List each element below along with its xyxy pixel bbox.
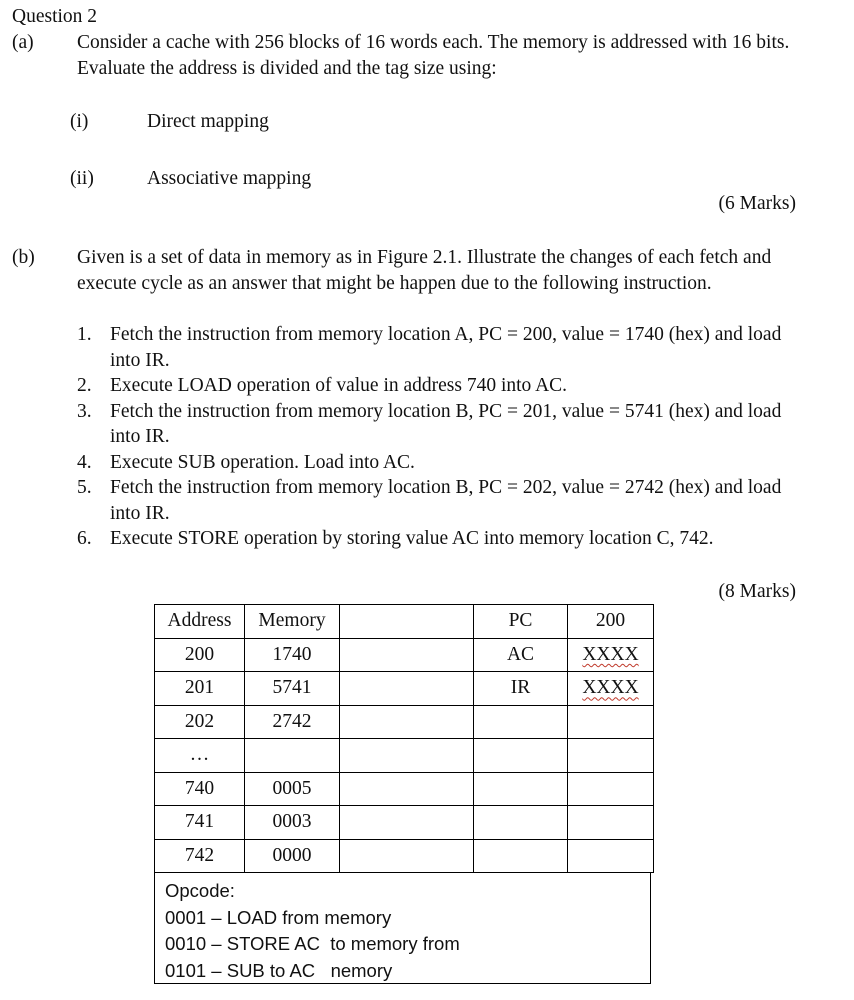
register-value: XXXX	[582, 677, 639, 699]
blank-cell	[568, 806, 654, 840]
blank-cell	[340, 739, 474, 773]
table-row	[155, 806, 654, 840]
blank-cell	[568, 705, 654, 739]
list-item	[77, 322, 799, 373]
address-cell: 200	[155, 638, 245, 672]
step-text: Fetch the instruction from memory location B, PC = 202, value = 2742 (hex) and load into IR.	[110, 477, 782, 524]
list-item	[77, 450, 799, 476]
part-a-marks: (6 Marks)	[718, 193, 796, 214]
table-row	[155, 638, 654, 672]
register-value-cell	[568, 638, 654, 672]
opcode-line: 0101 – SUB to AC nemory	[165, 959, 393, 981]
table-row	[155, 839, 654, 873]
address-cell: 202	[155, 705, 245, 739]
list-item	[77, 475, 799, 526]
list-item	[77, 373, 799, 399]
memory-table	[154, 604, 654, 873]
opcode-line: 0010 – STORE AC to memory from	[165, 933, 460, 954]
memory-cell	[245, 739, 340, 773]
register-name-cell: AC	[474, 638, 568, 672]
part-b-text: Given is a set of data in memory as in Figure 2.1. Illustrate the changes of each fetch and execute cycle as an answer that might be happen due to the following instruction.	[77, 247, 772, 294]
opcode-line: 0001 – LOAD from memory	[165, 906, 392, 928]
blank-cell	[340, 806, 474, 840]
step-text: Execute STORE operation by storing value AC into memory location C, 742.	[110, 528, 714, 549]
header-blank	[340, 605, 474, 639]
blank-cell	[340, 839, 474, 873]
blank-cell	[474, 806, 568, 840]
address-cell: 201	[155, 672, 245, 706]
list-item	[77, 526, 799, 552]
step-number: 4.	[77, 451, 92, 473]
address-cell: …	[155, 739, 245, 773]
blank-cell	[340, 672, 474, 706]
memory-cell: 2742	[245, 705, 340, 739]
part-b-marks: (8 Marks)	[718, 581, 796, 602]
register-name-cell: IR	[474, 672, 568, 706]
blank-cell	[568, 739, 654, 773]
step-text: Execute SUB operation. Load into AC.	[110, 451, 415, 473]
register-value-cell	[568, 672, 654, 706]
blank-cell	[340, 638, 474, 672]
part-a-subitem-label: (i)	[70, 111, 89, 132]
step-number: 3.	[77, 400, 92, 422]
step-text: Fetch the instruction from memory location B, PC = 201, value = 5741 (hex) and load into IR.	[110, 400, 782, 447]
step-number: 1.	[77, 324, 92, 345]
instruction-steps-list	[77, 322, 799, 552]
blank-cell	[340, 705, 474, 739]
part-a-subitem-text: Direct mapping	[147, 111, 269, 132]
step-number: 5.	[77, 477, 92, 498]
blank-cell	[568, 772, 654, 806]
blank-cell	[568, 839, 654, 873]
part-b-label: (b)	[12, 247, 35, 268]
memory-cell: 0003	[245, 806, 340, 840]
step-text: Execute LOAD operation of value in address 740 into AC.	[110, 375, 568, 396]
blank-cell	[474, 705, 568, 739]
opcode-title: Opcode:	[165, 880, 235, 901]
step-number: 6.	[77, 528, 92, 549]
header-address: Address	[155, 605, 245, 639]
address-cell: 740	[155, 772, 245, 806]
blank-cell	[474, 772, 568, 806]
memory-cell: 0005	[245, 772, 340, 806]
register-value: XXXX	[582, 643, 639, 665]
header-memory: Memory	[245, 605, 340, 639]
step-number: 2.	[77, 375, 92, 396]
part-a-label: (a)	[12, 32, 34, 53]
table-header-row	[155, 605, 654, 639]
header-register-value: 200	[568, 605, 654, 639]
blank-cell	[340, 772, 474, 806]
opcode-legend-box	[154, 873, 651, 984]
table-row	[155, 739, 654, 773]
part-a-text: Consider a cache with 256 blocks of 16 words each. The memory is addressed with 16 bits. Evaluate the address is divided and the tag size using:	[77, 32, 790, 79]
table-row	[155, 772, 654, 806]
memory-cell: 1740	[245, 638, 340, 672]
part-a-subitem-label: (ii)	[70, 168, 94, 189]
table-row	[155, 705, 654, 739]
question-title: Question 2	[12, 6, 98, 27]
table-row	[155, 672, 654, 706]
memory-cell: 5741	[245, 672, 340, 706]
memory-cell: 0000	[245, 839, 340, 873]
blank-cell	[474, 739, 568, 773]
header-register: PC	[474, 605, 568, 639]
address-cell: 741	[155, 806, 245, 840]
part-a-subitem-text: Associative mapping	[147, 168, 312, 189]
address-cell: 742	[155, 839, 245, 873]
step-text: Fetch the instruction from memory location A, PC = 200, value = 1740 (hex) and load into IR.	[110, 324, 782, 371]
memory-table-container	[154, 604, 654, 873]
list-item	[77, 399, 799, 450]
blank-cell	[474, 839, 568, 873]
